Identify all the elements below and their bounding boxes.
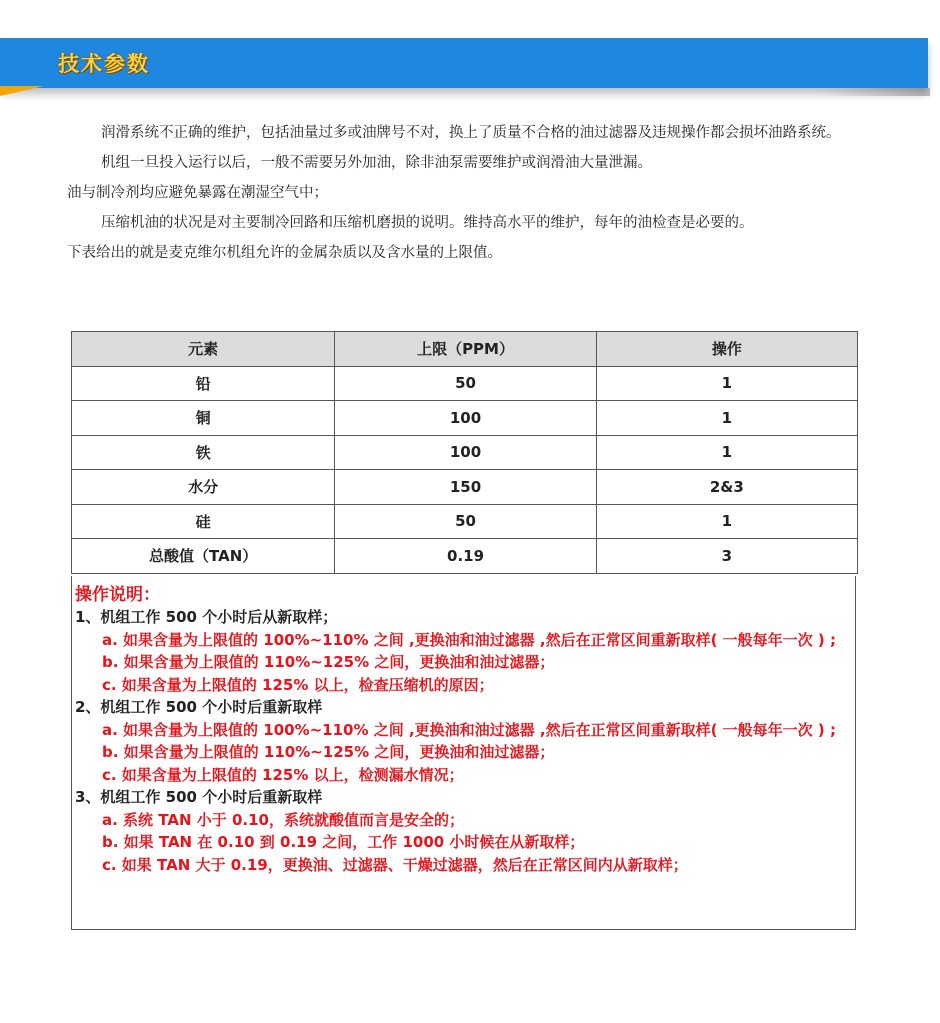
notes-step: 1、机组工作 500 个小时后从新取样； <box>75 608 338 626</box>
table-row <box>72 539 858 574</box>
cell-action: 2&3 <box>596 470 857 505</box>
banner-shadow <box>820 88 930 96</box>
section-title: 技术参数 <box>58 52 150 76</box>
cell-element: 铅 <box>72 366 335 401</box>
notes-substep: c. 如果含量为上限值的 125% 以上，检查压缩机的原因； <box>102 675 494 694</box>
notes-substep: a. 系统 TAN 小于 0.10，系统就酸值而言是安全的； <box>102 810 464 829</box>
column-header-element: 元素 <box>72 332 335 367</box>
cell-element: 总酸值（TAN） <box>72 539 335 574</box>
cell-element: 铜 <box>72 401 335 436</box>
cell-action: 1 <box>596 366 857 401</box>
notes-step: 3、机组工作 500 个小时后重新取样 <box>75 788 323 806</box>
table-row <box>72 470 858 505</box>
cell-action: 1 <box>596 401 857 436</box>
intro-paragraph: 下表给出的就是麦克维尔机组允许的金属杂质以及含水量的上限值。 <box>67 245 502 261</box>
notes-substep: a. 如果含量为上限值的 100%~110% 之间 ,更换油和油过滤器 ,然后在正常区间重新取样( 一般每年一次 ) ; <box>102 630 836 649</box>
cell-limit: 0.19 <box>335 539 596 574</box>
section-banner <box>0 38 940 96</box>
notes-substep: b. 如果含量为上限值的 110%~125% 之间，更换油和油过滤器； <box>102 743 555 761</box>
operation-notes <box>71 576 856 930</box>
banner-corner-tab <box>0 86 44 96</box>
cell-limit: 50 <box>335 366 596 401</box>
table-header-row <box>72 332 858 367</box>
column-header-limit: 上限（PPM） <box>335 332 596 367</box>
intro-text <box>67 118 887 268</box>
cell-action: 1 <box>596 435 857 470</box>
notes-substep: c. 如果含量为上限值的 125% 以上，检测漏水情况； <box>102 765 464 784</box>
intro-paragraph: 润滑系统不正确的维护，包括油量过多或油牌号不对，换上了质量不合格的油过滤器及违规操作都会损坏油路系统。 <box>101 125 841 141</box>
cell-limit: 50 <box>335 504 596 539</box>
cell-action: 3 <box>596 539 857 574</box>
cell-limit: 100 <box>335 435 596 470</box>
cell-limit: 150 <box>335 470 596 505</box>
cell-element: 硅 <box>72 504 335 539</box>
cell-action: 1 <box>596 504 857 539</box>
column-header-action: 操作 <box>596 332 857 367</box>
cell-limit: 100 <box>335 401 596 436</box>
intro-paragraph: 机组一旦投入运行以后，一般不需要另外加油，除非油泵需要维护或润滑油大量泄漏。 <box>101 155 652 171</box>
table-row <box>72 401 858 436</box>
limits-table <box>71 331 858 574</box>
intro-paragraph: 油与制冷剂均应避免暴露在潮湿空气中； <box>67 185 328 201</box>
notes-heading: 操作说明： <box>75 585 160 605</box>
notes-step: 2、机组工作 500 个小时后重新取样 <box>75 698 323 716</box>
notes-substep: b. 如果含量为上限值的 110%~125% 之间，更换油和油过滤器； <box>102 653 555 671</box>
cell-element: 铁 <box>72 435 335 470</box>
cell-element: 水分 <box>72 470 335 505</box>
notes-substep: c. 如果 TAN 大于 0.19，更换油、过滤器、干燥过滤器，然后在正常区间内从新取样； <box>102 855 688 874</box>
notes-substep: b. 如果 TAN 在 0.10 到 0.19 之间，工作 1000 小时候在从新取样； <box>102 833 585 851</box>
table-row <box>72 504 858 539</box>
table-row <box>72 435 858 470</box>
notes-substep: a. 如果含量为上限值的 100%~110% 之间 ,更换油和油过滤器 ,然后在正常区间重新取样( 一般每年一次 ) ; <box>102 720 836 739</box>
table-row <box>72 366 858 401</box>
intro-paragraph: 压缩机油的状况是对主要制冷回路和压缩机磨损的说明。维持高水平的维护，每年的油检查是必要的。 <box>101 215 754 231</box>
